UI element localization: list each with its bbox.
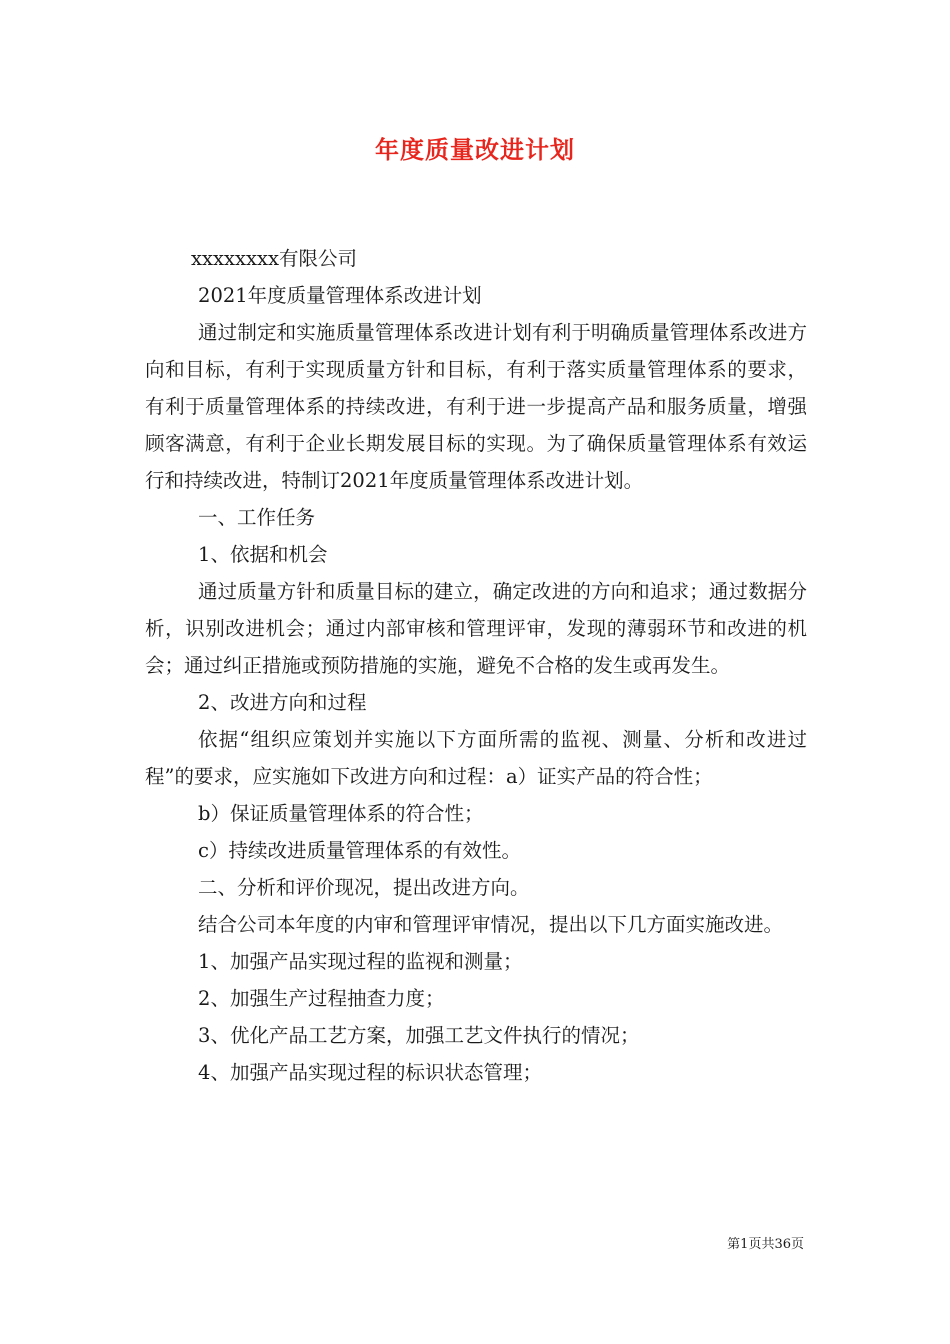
heading-analysis: 二、分析和评价现况，提出改进方向。 (198, 876, 530, 899)
paragraph-intro: 通过制定和实施质量管理体系改进计划有利于明确质量管理体系改进方向和目标，有利于实现质量方针和目标，有利于落实质量管理体系的要求，有利于质量管理体系的持续改进，有利于进一步提高产品和服务质量，增强顾客满意，有利于企业长期发展目标的实现。为了确保质量管理体系有效运行和持续改进，特制订2021年度质量管理体系改进计划。 (145, 321, 807, 492)
paragraph-direction: 依据“组织应策划并实施以下方面所需的监视、测量、分析和改进过程”的要求，应实施如下改进方向和过程：a）证实产品的符合性； (145, 728, 807, 788)
heading-direction: 2、改进方向和过程 (198, 691, 367, 714)
page-number-footer: 第1页共36页 (727, 1237, 804, 1252)
paragraph-basis: 通过质量方针和质量目标的建立，确定改进的方向和追求；通过数据分析，识别改进机会；通过内部审核和管理评审，发现的薄弱环节和改进的机会；通过纠正措施或预防措施的实施，避免不合格的发生或再发生。 (145, 580, 807, 677)
list-item-c: c）持续改进质量管理体系的有效性。 (198, 839, 521, 862)
list-item-3: 3、优化产品工艺方案，加强工艺文件执行的情况； (198, 1024, 640, 1047)
paragraph-plan-title: 2021年度质量管理体系改进计划 (198, 284, 482, 307)
paragraph-analysis: 结合公司本年度的内审和管理评审情况，提出以下几方面实施改进。 (198, 913, 784, 936)
paragraph-company: xxxxxxxx有限公司 (191, 247, 357, 270)
list-item-b: b）保证质量管理体系的符合性； (198, 802, 484, 825)
document-body (145, 240, 807, 1091)
heading-work-tasks: 一、工作任务 (198, 506, 316, 529)
list-item-1: 1、加强产品实现过程的监视和测量； (198, 950, 523, 973)
list-item-2: 2、加强生产过程抽查力度； (198, 987, 445, 1010)
heading-basis: 1、依据和机会 (198, 543, 328, 566)
list-item-4: 4、加强产品实现过程的标识状态管理； (198, 1061, 542, 1084)
document-title: 年度质量改进计划 (375, 135, 575, 164)
